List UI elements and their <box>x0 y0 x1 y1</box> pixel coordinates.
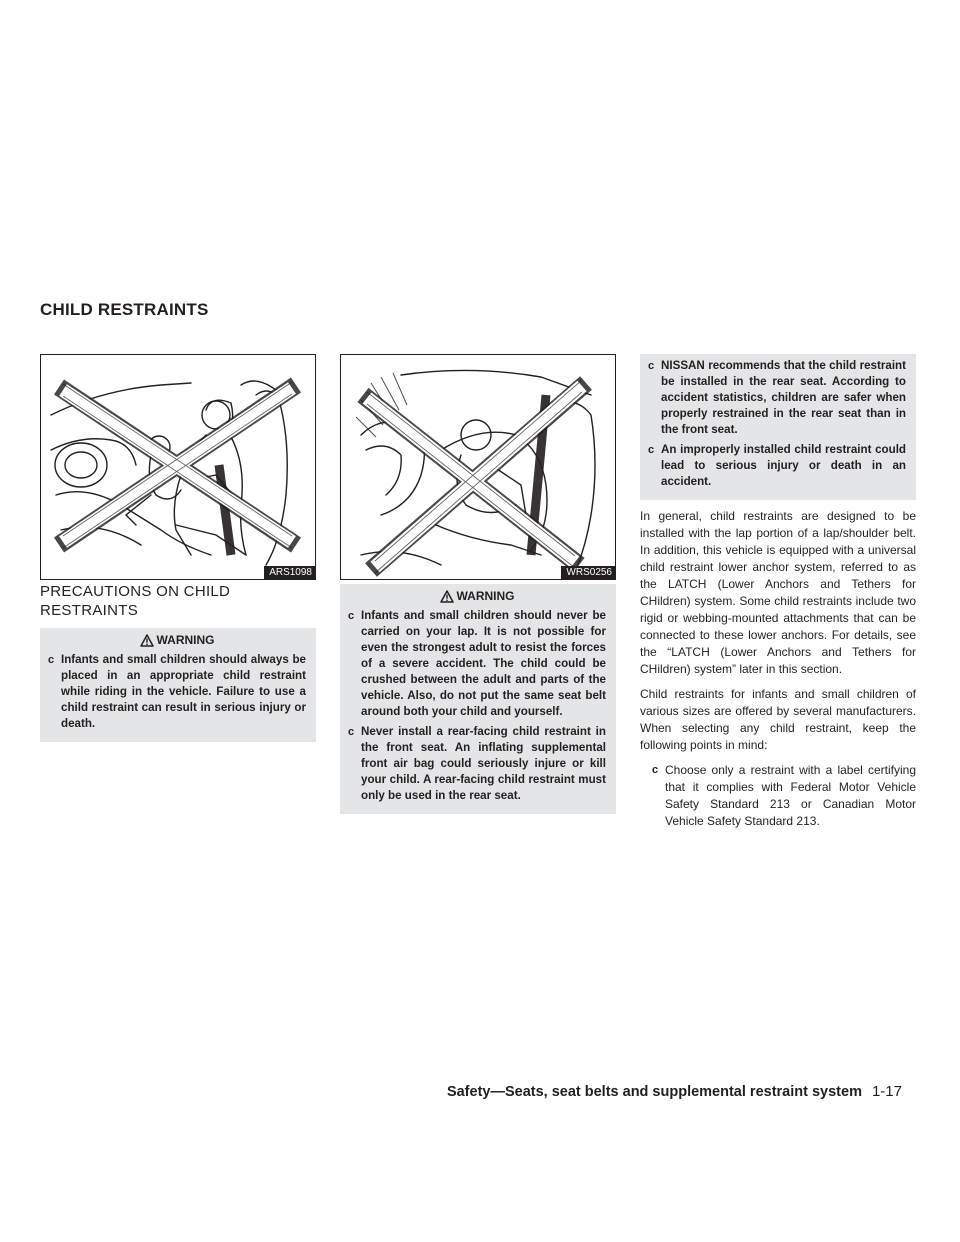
list-item: c Choose only a restraint with a label certifying that it complies with Federal Motor Vehicle Safety Standard 213 or Canadian Motor Vehicle Safety Standard 213. <box>652 763 916 828</box>
warning-title: WARNING <box>48 628 306 652</box>
rear-facing-seat-illustration <box>341 355 614 578</box>
bullet: c <box>348 726 355 738</box>
column-1-warning <box>40 628 316 742</box>
warning-box <box>340 584 616 814</box>
page-footer <box>447 1083 902 1100</box>
warning-title: WARNING <box>348 584 606 608</box>
warning-box <box>40 628 316 742</box>
warning-item: c Infants and small children should never be carried on your lap. It is not possible for even the strongest adult to resist the forces of a severe accident. The child could be crushed between the adult and parts of the vehicle. Also, do not put the same seat belt around both your child and yourself. <box>348 609 606 718</box>
figure-rear-facing-seat <box>340 354 616 580</box>
chapter-title: Safety—Seats, seat belts and supplemental restraint system <box>446 1084 862 1100</box>
figure-code: ARS1098 <box>264 566 315 579</box>
warning-item: c NISSAN recommends that the child restraint be installed in the rear seat. According to accident statistics, children are safer when properly restrained in the rear seat than in the front seat. <box>648 359 906 436</box>
page-number: 1-17 <box>871 1083 902 1100</box>
warning-triangle-icon <box>440 590 454 603</box>
section-title: CHILD RESTRAINTS <box>40 300 209 319</box>
warning-box-continued <box>640 354 916 500</box>
bullet: c <box>652 764 659 776</box>
body-paragraph: Child restraints for infants and small children of various sizes are offered by several manufacturers. When selecting any child restraint, keep the following points in mind: <box>640 687 916 752</box>
precautions-heading: PRECAUTIONS ON CHILD RESTRAINTS <box>40 583 231 619</box>
bullet: c <box>648 444 655 456</box>
figure-child-on-lap <box>40 354 316 580</box>
bullet: c <box>48 654 55 666</box>
warning-item: c Infants and small children should always be placed in an appropriate child restraint while riding in the vehicle. Failure to use a child restraint can result in serious injury or death. <box>48 653 306 730</box>
child-on-lap-illustration <box>41 355 314 578</box>
column-3 <box>640 354 916 830</box>
warning-item: c Never install a rear-facing child restraint in the front seat. An inflating supplemental front air bag could seriously injure or kill your child. A rear-facing child restraint must only be used in the rear seat. <box>348 725 606 802</box>
body-paragraph: In general, child restraints are designed to be installed with the lap portion of a lap/shoulder belt. In addition, this vehicle is equipped with a universal child restraint lower anchor system, referred to as the LATCH (Lower Anchors and Tethers for CHildren) system. Some child restraints include two rigid or webbing-mounted attachments that can be connected to these lower anchors. For details, see the “LATCH (Lower Anchors and Tethers for CHildren) system” later in this section. <box>640 509 916 676</box>
warning-item: c An improperly installed child restraint could lead to serious injury or death in an accident. <box>648 443 906 488</box>
warning-triangle-icon <box>140 634 154 647</box>
bullet: c <box>648 360 655 372</box>
bullet: c <box>348 610 355 622</box>
column-2-warning <box>340 584 616 814</box>
figure-code: WRS0256 <box>561 566 615 579</box>
